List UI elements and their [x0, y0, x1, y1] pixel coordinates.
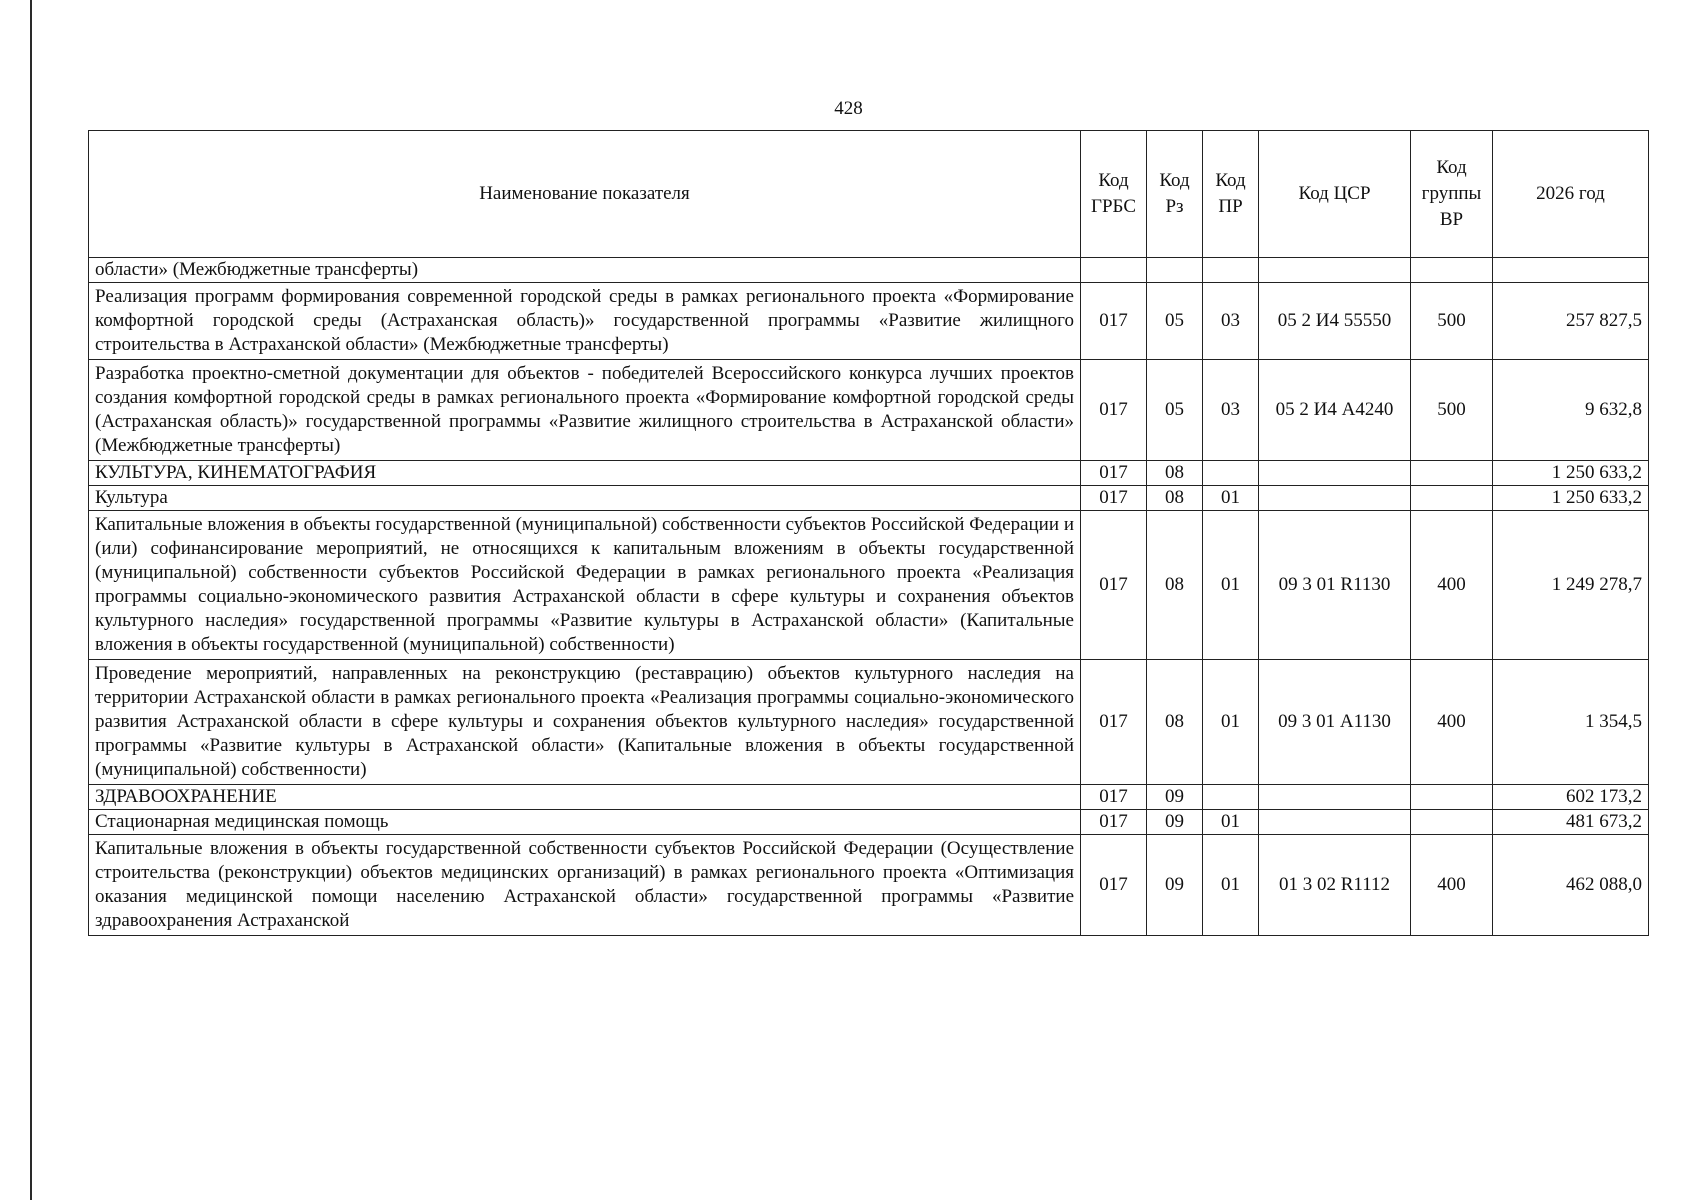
row-pr: 01 — [1203, 486, 1259, 511]
table-row — [89, 810, 1649, 835]
row-name: области» (Межбюджетные трансферты) — [89, 258, 1081, 283]
row-vr — [1411, 486, 1493, 511]
row-grbs: 017 — [1081, 835, 1147, 936]
row-pr — [1203, 785, 1259, 810]
table-row — [89, 360, 1649, 461]
row-vr: 400 — [1411, 835, 1493, 936]
header-vr: Код группы ВР — [1411, 131, 1493, 258]
row-vr: 500 — [1411, 283, 1493, 360]
row-amount: 481 673,2 — [1493, 810, 1649, 835]
row-grbs — [1081, 258, 1147, 283]
row-vr — [1411, 258, 1493, 283]
row-vr — [1411, 461, 1493, 486]
row-amount: 602 173,2 — [1493, 785, 1649, 810]
row-rz: 09 — [1147, 835, 1203, 936]
row-pr: 03 — [1203, 360, 1259, 461]
row-vr: 500 — [1411, 360, 1493, 461]
row-name: Реализация программ формирования современной городской среды в рамках регионального проекта «Формирование комфортной городской среды (Астраханская область)» государственной программы «Развитие жилищного строительства в Астраханской области» (Межбюджетные трансферты) — [89, 283, 1081, 360]
table-row — [89, 511, 1649, 660]
page-binding-line — [30, 0, 32, 1200]
table-row — [89, 258, 1649, 283]
table-row — [89, 461, 1649, 486]
row-csr — [1259, 258, 1411, 283]
row-vr: 400 — [1411, 660, 1493, 785]
row-csr: 09 3 01 R1130 — [1259, 511, 1411, 660]
row-pr: 01 — [1203, 835, 1259, 936]
row-grbs: 017 — [1081, 283, 1147, 360]
row-name: Разработка проектно-сметной документации для объектов - победителей Всероссийского конкурса лучших проектов создания комфортной городской среды в рамках регионального проекта «Формирование комфортной городской среды (Астраханская область)» государственной программы «Развитие жилищного строительства в Астраханской области» (Межбюджетные трансферты) — [89, 360, 1081, 461]
row-rz — [1147, 258, 1203, 283]
row-name: Проведение мероприятий, направленных на реконструкцию (реставрацию) объектов культурного наследия на территории Астраханской области в рамках регионального проекта «Реализация программы социально-экономического развития Астраханской области в сфере культуры и сохранения объектов культурного наследия» государственной программы «Развитие культуры в Астраханской области» (Капитальные вложения в объекты государственной (муниципальной) собственности) — [89, 660, 1081, 785]
header-name: Наименование показателя — [89, 131, 1081, 258]
row-amount: 1 250 633,2 — [1493, 461, 1649, 486]
row-amount: 1 250 633,2 — [1493, 486, 1649, 511]
page-number: 428 — [834, 98, 863, 119]
row-grbs: 017 — [1081, 660, 1147, 785]
row-csr — [1259, 810, 1411, 835]
table-row — [89, 785, 1649, 810]
row-rz: 09 — [1147, 785, 1203, 810]
header-pr: Код ПР — [1203, 131, 1259, 258]
row-amount: 9 632,8 — [1493, 360, 1649, 461]
row-name: КУЛЬТУРА, КИНЕМАТОГРАФИЯ — [89, 461, 1081, 486]
row-amount: 462 088,0 — [1493, 835, 1649, 936]
row-rz: 09 — [1147, 810, 1203, 835]
row-pr: 01 — [1203, 660, 1259, 785]
row-name: Культура — [89, 486, 1081, 511]
row-amount: 257 827,5 — [1493, 283, 1649, 360]
row-csr — [1259, 461, 1411, 486]
row-csr — [1259, 785, 1411, 810]
row-name: ЗДРАВООХРАНЕНИЕ — [89, 785, 1081, 810]
row-vr: 400 — [1411, 511, 1493, 660]
row-amount — [1493, 258, 1649, 283]
row-rz: 05 — [1147, 360, 1203, 461]
row-csr — [1259, 486, 1411, 511]
table-header-row — [89, 131, 1649, 258]
table-row — [89, 835, 1649, 936]
row-amount: 1 354,5 — [1493, 660, 1649, 785]
row-name: Капитальные вложения в объекты государственной (муниципальной) собственности субъектов Российской Федерации и (или) софинансирование мероприятий, не относящихся к капитальным вложениям в объекты государственной (муниципальной) собственности субъектов Российской Федерации в рамках регионального проекта «Реализация программы социально-экономического развития Астраханской области в сфере культуры и сохранения объектов культурного наследия» государственной программы «Развитие культуры в Астраханской области» (Капитальные вложения в объекты государственной (муниципальной) собственности) — [89, 511, 1081, 660]
row-name: Стационарная медицинская помощь — [89, 810, 1081, 835]
row-grbs: 017 — [1081, 511, 1147, 660]
header-year: 2026 год — [1493, 131, 1649, 258]
row-grbs: 017 — [1081, 785, 1147, 810]
header-rz: Код Рз — [1147, 131, 1203, 258]
row-pr: 01 — [1203, 511, 1259, 660]
row-pr: 03 — [1203, 283, 1259, 360]
row-pr — [1203, 258, 1259, 283]
row-grbs: 017 — [1081, 810, 1147, 835]
table-row — [89, 283, 1649, 360]
row-rz: 08 — [1147, 660, 1203, 785]
row-grbs: 017 — [1081, 461, 1147, 486]
row-vr — [1411, 810, 1493, 835]
row-rz: 05 — [1147, 283, 1203, 360]
row-pr: 01 — [1203, 810, 1259, 835]
row-rz: 08 — [1147, 461, 1203, 486]
row-pr — [1203, 461, 1259, 486]
row-grbs: 017 — [1081, 360, 1147, 461]
row-csr: 05 2 И4 55550 — [1259, 283, 1411, 360]
table-row — [89, 660, 1649, 785]
row-name: Капитальные вложения в объекты государственной собственности субъектов Российской Федерации (Осуществление строительства (реконструкции) объектов медицинских организаций) в рамках регионального проекта «Оптимизация оказания медицинской помощи населению Астраханской области» государственной программы «Развитие здравоохранения Астраханской — [89, 835, 1081, 936]
row-grbs: 017 — [1081, 486, 1147, 511]
row-csr: 05 2 И4 А4240 — [1259, 360, 1411, 461]
row-amount: 1 249 278,7 — [1493, 511, 1649, 660]
budget-table — [88, 130, 1649, 936]
row-vr — [1411, 785, 1493, 810]
row-rz: 08 — [1147, 511, 1203, 660]
row-csr: 09 3 01 А1130 — [1259, 660, 1411, 785]
row-rz: 08 — [1147, 486, 1203, 511]
row-csr: 01 3 02 R1112 — [1259, 835, 1411, 936]
header-grbs: Код ГРБС — [1081, 131, 1147, 258]
header-csr: Код ЦСР — [1259, 131, 1411, 258]
table-row — [89, 486, 1649, 511]
